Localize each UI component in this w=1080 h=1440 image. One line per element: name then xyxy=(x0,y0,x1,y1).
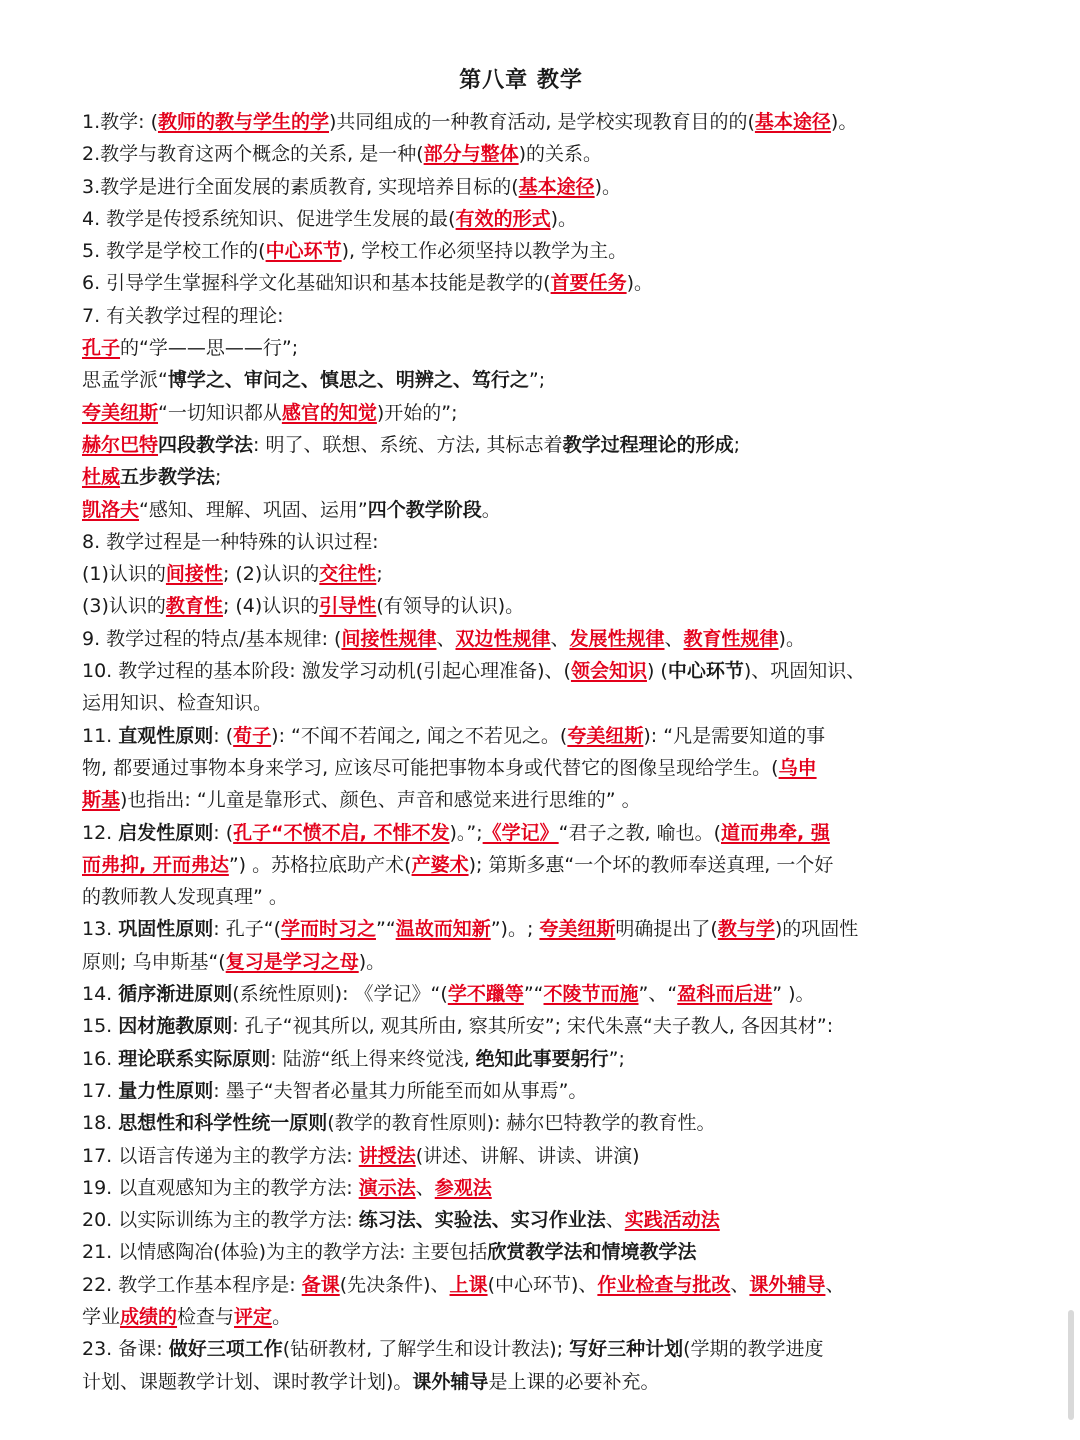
line-text: ), 学校工作必须坚持以教学为主。 xyxy=(341,240,628,263)
note-line xyxy=(82,590,960,622)
line-text: )的巩固性 xyxy=(774,918,859,941)
key-term: 演示法 xyxy=(358,1176,416,1199)
key-term: 斯基 xyxy=(82,789,121,812)
note-line xyxy=(82,235,960,267)
line-text: ; (2)认识的 xyxy=(222,563,320,586)
line-text: 19. 以直观感知为主的教学方法: xyxy=(82,1176,359,1199)
line-text: 18. xyxy=(82,1112,119,1135)
note-line xyxy=(82,752,960,784)
note-line xyxy=(82,494,960,526)
key-term: 夸美纽斯 xyxy=(539,918,616,941)
key-term: 产婆术 xyxy=(411,853,469,876)
key-term: 杜威 xyxy=(82,466,121,489)
line-text: ; xyxy=(215,466,222,489)
line-text: 检查与 xyxy=(177,1305,235,1328)
note-line xyxy=(82,784,960,816)
line-text: (有领导的认识)。 xyxy=(376,595,525,618)
note-line xyxy=(82,1172,960,1204)
key-term: 评定 xyxy=(234,1305,273,1328)
line-text: )。”; xyxy=(449,821,483,844)
line-text: 12. xyxy=(82,821,119,844)
line-text: : 孔子“( xyxy=(213,918,281,941)
line-text: (3)认识的 xyxy=(82,595,166,618)
note-line xyxy=(82,1043,960,1075)
key-term: 讲授法 xyxy=(358,1144,416,1167)
note-line xyxy=(82,817,960,849)
bold-term: 博学之、审问之、慎思之、明辨之、笃行之 xyxy=(167,369,529,392)
line-text: )的关系。 xyxy=(518,143,603,166)
bold-term: 欣赏教学法和情境教学法 xyxy=(487,1241,697,1264)
key-term: 不陵节而施 xyxy=(543,983,639,1006)
line-text: ; (4)认识的 xyxy=(222,595,320,618)
note-line xyxy=(82,1366,960,1398)
line-text: 思孟学派“ xyxy=(82,369,168,392)
bold-term: 启发性原则 xyxy=(118,821,214,844)
key-term: 领会知识 xyxy=(570,660,647,683)
line-text: 6. 引导学生掌握科学文化基础知识和基本技能是教学的( xyxy=(82,272,551,295)
line-text: 5. 教学是学校工作的( xyxy=(82,240,266,263)
line-text: 的教师教人发现真理” 。 xyxy=(82,886,288,909)
line-text: (先决条件)、 xyxy=(339,1273,450,1296)
key-term: 成绩的 xyxy=(120,1305,178,1328)
line-text: 1.教学: ( xyxy=(82,111,158,133)
key-term: 实践活动法 xyxy=(624,1209,720,1232)
line-text: 11. xyxy=(82,724,119,747)
line-text: : ( xyxy=(213,724,234,747)
note-line xyxy=(82,978,960,1010)
line-text: 学业 xyxy=(82,1305,121,1328)
line-text: )、巩固知识、 xyxy=(743,660,866,683)
key-term: 夸美纽斯 xyxy=(567,724,644,747)
line-text: (教学的教育性原则): 赫尔巴特教学的教育性。 xyxy=(327,1112,716,1135)
bold-term: 练习法、实验法、实习作业法 xyxy=(358,1209,606,1232)
key-term: 赫尔巴特 xyxy=(82,433,159,456)
line-text: 17. xyxy=(82,1079,119,1102)
key-term: 道而弗牵, 强 xyxy=(721,821,830,844)
note-line xyxy=(82,1204,960,1236)
bold-term: 思想性和科学性统一原则 xyxy=(118,1112,328,1135)
line-text: )开始的”; xyxy=(376,401,458,424)
note-line xyxy=(82,203,960,235)
line-text: 。 xyxy=(272,1305,292,1328)
note-line xyxy=(82,461,960,493)
note-line xyxy=(82,171,960,203)
note-line xyxy=(82,1010,960,1042)
note-line xyxy=(82,881,960,913)
line-text: 明确提出了( xyxy=(615,918,718,941)
line-text: 8. 教学过程是一种特殊的认识过程: xyxy=(82,530,379,553)
bold-term: 四个教学阶段 xyxy=(367,498,482,521)
line-text: (1)认识的 xyxy=(82,563,166,586)
line-text: 20. 以实际训练为主的教学方法: xyxy=(82,1209,359,1232)
line-text: ); 第斯多惠“一个坏的教师奉送真理, 一个好 xyxy=(468,853,834,876)
line-text: 、 xyxy=(825,1273,845,1296)
line-text: (钻研教材, 了解学生和设计教法); xyxy=(282,1338,570,1361)
line-text: 17. 以语言传递为主的教学方法: xyxy=(82,1144,359,1167)
line-text: 23. 备课: xyxy=(82,1338,169,1361)
key-term: 夸美纽斯 xyxy=(82,401,159,424)
note-line xyxy=(82,849,960,881)
key-term: 教育性 xyxy=(165,595,223,618)
key-term: 教育性规律 xyxy=(683,627,779,650)
note-line xyxy=(82,655,960,687)
note-line xyxy=(82,267,960,299)
note-line xyxy=(82,429,960,461)
line-text: (学期的教学进度 xyxy=(683,1338,824,1361)
line-text: 、 xyxy=(605,1209,625,1232)
line-text: 2.教学与教育这两个概念的关系, 是一种( xyxy=(82,143,424,166)
line-text: ”“ xyxy=(523,983,544,1006)
bold-term: 因材施教原则 xyxy=(118,1015,233,1038)
line-text: )也指出: “儿童是靠形式、颜色、声音和感觉来进行思维的” 。 xyxy=(120,789,641,812)
line-text: )。 xyxy=(594,175,622,198)
line-text: )。 xyxy=(830,111,858,133)
line-text: )。 xyxy=(626,272,654,295)
line-text: )共同组成的一种教育活动, 是学校实现教育目的的( xyxy=(329,111,755,133)
line-text: ”) 。苏格拉底助产术( xyxy=(228,853,412,876)
line-text: 4. 教学是传授系统知识、促进学生发展的最( xyxy=(82,207,456,230)
bold-term: 四段教学法 xyxy=(158,433,254,456)
line-text: (讲述、讲解、讲读、讲演) xyxy=(415,1144,640,1167)
key-term: 交往性 xyxy=(319,563,377,586)
line-text: : 孔子“视其所以, 观其所由, 察其所安”; 宋代朱熹“夫子教人, 各因其材”: xyxy=(232,1015,834,1038)
key-term: 教师的教与学生的学 xyxy=(157,111,329,133)
key-term: 参观法 xyxy=(434,1176,492,1199)
line-text: )。 xyxy=(778,627,805,650)
key-term: 温故而知新 xyxy=(395,918,491,941)
line-text: ”; xyxy=(528,369,546,392)
line-text: ” )。 xyxy=(772,983,815,1006)
line-text: 14. xyxy=(82,983,119,1006)
key-term: 备课 xyxy=(301,1273,340,1296)
bold-term: 循序渐进原则 xyxy=(118,983,233,1006)
line-text: 、 xyxy=(664,627,684,650)
line-text: 物, 都要通过事物本身来学习, 应该尽可能把事物本身或代替它的图像呈现给学生。( xyxy=(82,756,779,779)
bold-term: 量力性原则 xyxy=(118,1079,214,1102)
line-text: ; xyxy=(733,433,740,456)
note-line xyxy=(82,1236,960,1268)
line-text: 10. 教学过程的基本阶段: 激发学习动机(引起心理准备)、( xyxy=(82,660,571,683)
key-term: 引导性 xyxy=(319,595,377,618)
line-text: )。 xyxy=(358,950,386,973)
line-text: 21. 以情感陶冶(体验)为主的教学方法: 主要包括 xyxy=(82,1241,488,1264)
key-term: 复习是学习之母 xyxy=(225,950,359,973)
key-term: 双边性规律 xyxy=(455,627,551,650)
note-line xyxy=(82,913,960,945)
line-text: 是上课的必要补充。 xyxy=(488,1370,660,1393)
key-term: 基本途径 xyxy=(518,175,595,198)
note-line xyxy=(82,558,960,590)
line-text: ): “不闻不若闻之, 闻之不若见之。( xyxy=(271,724,568,747)
key-term: 盈科而后进 xyxy=(677,983,773,1006)
bold-term: 巩固性原则 xyxy=(118,918,214,941)
line-text: 15. xyxy=(82,1015,119,1038)
key-term: 学不躐等 xyxy=(447,983,524,1006)
note-line xyxy=(82,1075,960,1107)
bold-term: 中心环节 xyxy=(667,660,744,683)
line-text: 、 xyxy=(550,627,570,650)
key-term: 荀子 xyxy=(233,724,272,747)
chapter-title: 第八章 教学 xyxy=(459,68,583,93)
line-text: 的“学——思——行”; xyxy=(120,337,299,360)
line-text: ”)。; xyxy=(490,918,540,941)
line-text: ): “凡是需要知道的事 xyxy=(643,724,826,747)
line-text: “一切知识都从 xyxy=(158,401,282,424)
note-line xyxy=(82,720,960,752)
line-text: “君子之教, 喻也。( xyxy=(558,821,721,844)
key-term: 间接性 xyxy=(165,563,223,586)
note-line xyxy=(82,1333,960,1365)
key-term: 孔子“不愤不启, 不悱不发 xyxy=(233,821,450,844)
line-text: ”“ xyxy=(376,918,396,941)
line-text: (中心环节)、 xyxy=(487,1273,598,1296)
line-text: 3.教学是进行全面发展的素质教育, 实现培养目标的( xyxy=(82,175,519,198)
line-text: 计划、课题教学计划、课时教学计划)。 xyxy=(82,1370,413,1393)
line-text: 7. 有关教学过程的理论: xyxy=(82,304,284,327)
line-text: 、 xyxy=(436,627,456,650)
line-text: ”、“ xyxy=(638,983,678,1006)
line-text: 16. xyxy=(82,1047,119,1070)
line-text: ”; xyxy=(608,1047,625,1070)
line-text: : 陆游“纸上得来终觉浅, xyxy=(270,1047,476,1070)
note-line xyxy=(82,332,960,364)
bold-term: 做好三项工作 xyxy=(168,1338,283,1361)
line-text: 原则; 乌申斯基“( xyxy=(82,950,226,973)
line-text: 运用知识、检查知识。 xyxy=(82,692,273,715)
line-text: 13. xyxy=(82,918,119,941)
bold-term: 写好三种计划 xyxy=(569,1338,684,1361)
bold-term: 绝知此事要躬行 xyxy=(475,1047,609,1070)
bold-term: 理论联系实际原则 xyxy=(118,1047,271,1070)
key-term: 首要任务 xyxy=(550,272,627,295)
note-line xyxy=(82,397,960,429)
line-text: )。 xyxy=(550,207,578,230)
note-line xyxy=(82,138,960,170)
line-text: : 墨子“夫智者必量其力所能至而如从事焉”。 xyxy=(213,1079,588,1102)
key-term: 上课 xyxy=(449,1273,488,1296)
key-term: 作业检查与批改 xyxy=(597,1273,731,1296)
bold-term: 课外辅导 xyxy=(412,1370,489,1393)
line-text: “感知、理解、巩固、运用” xyxy=(139,498,368,521)
line-text: : ( xyxy=(213,821,234,844)
note-line xyxy=(82,106,960,138)
scrollbar-thumb[interactable] xyxy=(1068,1310,1074,1420)
note-line xyxy=(82,1140,960,1172)
key-term: 部分与整体 xyxy=(423,143,519,166)
notes-body xyxy=(82,106,960,1398)
key-term: 《学记》 xyxy=(482,821,559,844)
note-line xyxy=(82,1107,960,1139)
line-text: 。 xyxy=(481,498,501,521)
line-text: : 明了、联想、系统、方法, 其标志着 xyxy=(253,433,563,456)
note-line xyxy=(82,1269,960,1301)
key-term: 有效的形式 xyxy=(455,207,551,230)
note-line xyxy=(82,687,960,719)
key-term: 教与学 xyxy=(717,918,775,941)
key-term: 间接性规律 xyxy=(341,627,437,650)
key-term: 学而时习之 xyxy=(280,918,376,941)
key-term: 而弗抑, 开而弗达 xyxy=(82,853,229,876)
note-line xyxy=(82,623,960,655)
key-term: 发展性规律 xyxy=(569,627,665,650)
bold-term: 五步教学法 xyxy=(120,466,216,489)
line-text: 、 xyxy=(415,1176,435,1199)
key-term: 凯洛夫 xyxy=(82,498,140,521)
key-term: 乌申 xyxy=(778,756,817,779)
note-line xyxy=(82,364,960,396)
line-text: 9. 教学过程的特点/基本规律: ( xyxy=(82,627,342,650)
key-term: 课外辅导 xyxy=(749,1273,826,1296)
line-text: 、 xyxy=(730,1273,750,1296)
note-line xyxy=(82,300,960,332)
note-line xyxy=(82,526,960,558)
note-line xyxy=(82,946,960,978)
line-text: ) ( xyxy=(646,660,668,683)
note-line xyxy=(82,1301,960,1333)
line-text: ; xyxy=(376,563,383,586)
key-term: 孔子 xyxy=(82,337,121,360)
bold-term: 直观性原则 xyxy=(118,724,214,747)
key-term: 感官的知觉 xyxy=(281,401,377,424)
key-term: 中心环节 xyxy=(265,240,342,263)
line-text: (系统性原则): 《学记》“( xyxy=(232,983,448,1006)
key-term: 基本途径 xyxy=(754,111,831,133)
line-text: 22. 教学工作基本程序是: xyxy=(82,1273,302,1296)
bold-term: 教学过程理论的形成 xyxy=(562,433,734,456)
